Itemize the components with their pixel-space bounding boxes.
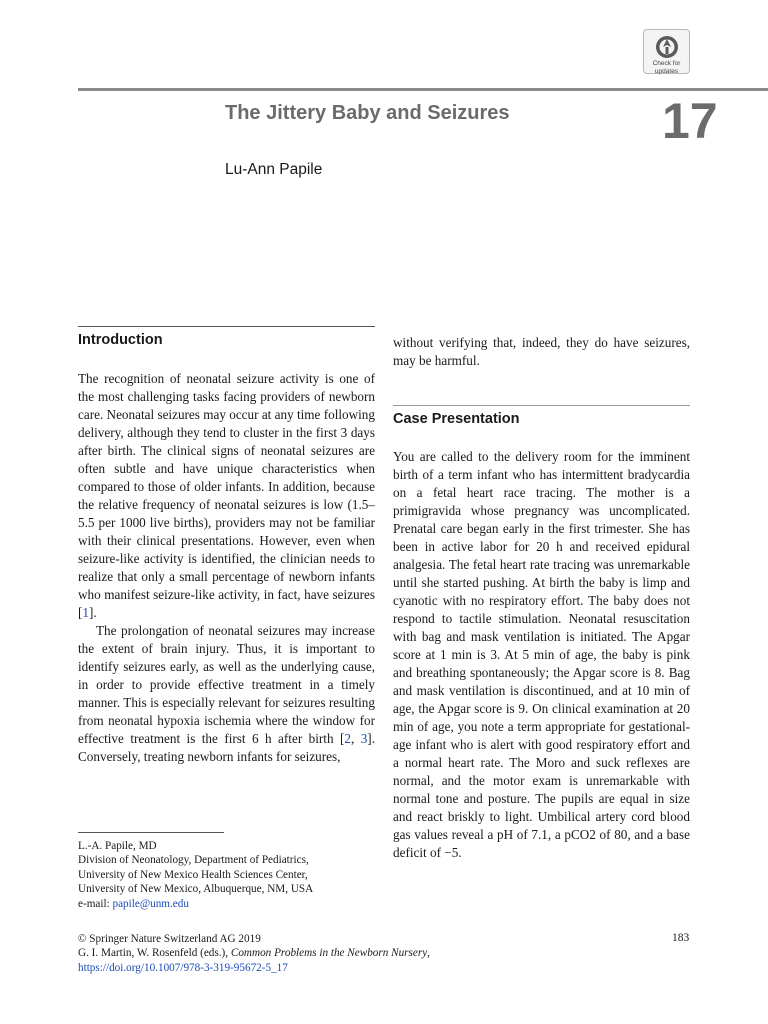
introduction-paragraph-1 xyxy=(78,370,375,622)
email-label: e-mail: xyxy=(78,897,113,910)
page-number: 183 xyxy=(672,932,690,944)
page-footer xyxy=(78,932,430,975)
author-affiliation xyxy=(78,839,313,911)
case-presentation-body xyxy=(393,448,690,862)
introduction-rule xyxy=(78,326,375,327)
affiliation-email-line xyxy=(78,897,313,911)
footnote-rule xyxy=(78,832,224,833)
citation-link[interactable]: 2 xyxy=(344,731,351,746)
affiliation-line: Division of Neonatology, Department of Pediatrics, xyxy=(78,854,309,867)
citation-punct: , xyxy=(427,947,430,960)
citation-link[interactable]: 3 xyxy=(360,731,368,746)
citation-separator: , xyxy=(350,731,361,746)
citation-link[interactable]: 1 xyxy=(82,605,89,620)
email-link[interactable]: papile@unm.edu xyxy=(112,897,189,910)
case-presentation-heading: Case Presentation xyxy=(393,411,520,427)
chapter-number: 17 xyxy=(662,93,718,149)
introduction-paragraph-2 xyxy=(78,622,375,766)
case-paragraph: You are called to the delivery room for the imminent birth of a term infant who has intermittent bradycardia on a fetal heart race tracing. The mother is a primigravida whose pregnancy was uncomplicated. Prenatal care began early in the first trimester. She has been in active labor for 20 h and received epidural analgesia. The fetal heart rate tracing was unremarkable until she started pushing. At birth the baby is limp and cyanotic with no respiratory effort. The baby does not respond to tactile stimulation. Neonatal resuscitation with bag and mask ventilation is initiated. The Apgar score at 1 min is 3. At 5 min of age, the baby is pink and breathing spontaneously; the Apgar score is 8. Bag and mask ventilation is discontinued, and at 10 min of age, the Apgar score is 9. On clinical examination at 20 min of age, you note a term appropriate for gestational-age infant who is alert with good respiratory effort and a normal heart rate. The Moro and suck reflexes are normal, and the motor exam is unremarkable with normal tone and posture. The pupils are equal in size and react briskly to light. Umbilical artery cord blood gas values reveal a pH of 7.1, a pCO2 of 80, and a base deficit of −5. xyxy=(393,449,690,860)
paragraph-text: The recognition of neonatal seizure activity is one of the most challenging tasks facing providers of newborn care. Neonatal seizures may occur at any time following delivery, although they tend to cluster in the first 3 days after birth. The clinical signs of neonatal seizures are often subtle and have unique characteristics when compared to those of older infants. In addition, because the relative frequency of neonatal seizures is low (1.5–5.5 per 1000 live births), providers may not be familiar with their clinical presentations. However, even when seizure-like activity is identified, the clinician needs to realize that only a small percentage of newborn infants who manifest seizure-like activity, in fact, have seizures [ xyxy=(78,371,375,620)
introduction-continuation xyxy=(393,334,690,370)
check-for-updates-icon xyxy=(655,35,679,59)
editors-text: G. I. Martin, W. Rosenfeld (eds.), xyxy=(78,947,231,960)
check-for-updates-badge[interactable] xyxy=(643,29,690,74)
citation-line xyxy=(78,946,430,960)
doi-link[interactable]: https://doi.org/10.1007/978-3-319-95672-5_17 xyxy=(78,961,288,974)
paragraph-text: The prolongation of neonatal seizures may increase the extent of brain injury. Thus, it is important to identify seizures early, as well as the underlying cause, in order to provide effective treatment in a timely manner. This is especially relevant for seizures resulting from neonatal hypoxia ischemia where the window for effective treatment is the first 6 h after birth [ xyxy=(78,623,375,746)
badge-caption-1: Check for xyxy=(652,60,681,67)
copyright-line: © Springer Nature Switzerland AG 2019 xyxy=(78,933,261,945)
case-presentation-rule xyxy=(393,405,690,406)
continuation-paragraph: without verifying that, indeed, they do have seizures, may be harmful. xyxy=(393,335,690,368)
introduction-body xyxy=(78,370,375,766)
affiliation-name: L.-A. Papile, MD xyxy=(78,840,157,852)
chapter-author: Lu-Ann Papile xyxy=(225,161,323,178)
paragraph-text: ]. xyxy=(89,605,97,620)
affiliation-line: University of New Mexico Health Sciences Center, xyxy=(78,868,308,881)
book-title: Common Problems in the Newborn Nursery xyxy=(230,947,428,960)
paragraph-text: ]. Conversely, treating newborn infants for seizures, xyxy=(78,731,375,764)
badge-caption-2: updates xyxy=(654,68,679,75)
affiliation-line: University of New Mexico, Albuquerque, NM, USA xyxy=(78,883,314,896)
chapter-title: The Jittery Baby and Seizures xyxy=(225,102,510,124)
introduction-heading: Introduction xyxy=(78,332,163,348)
